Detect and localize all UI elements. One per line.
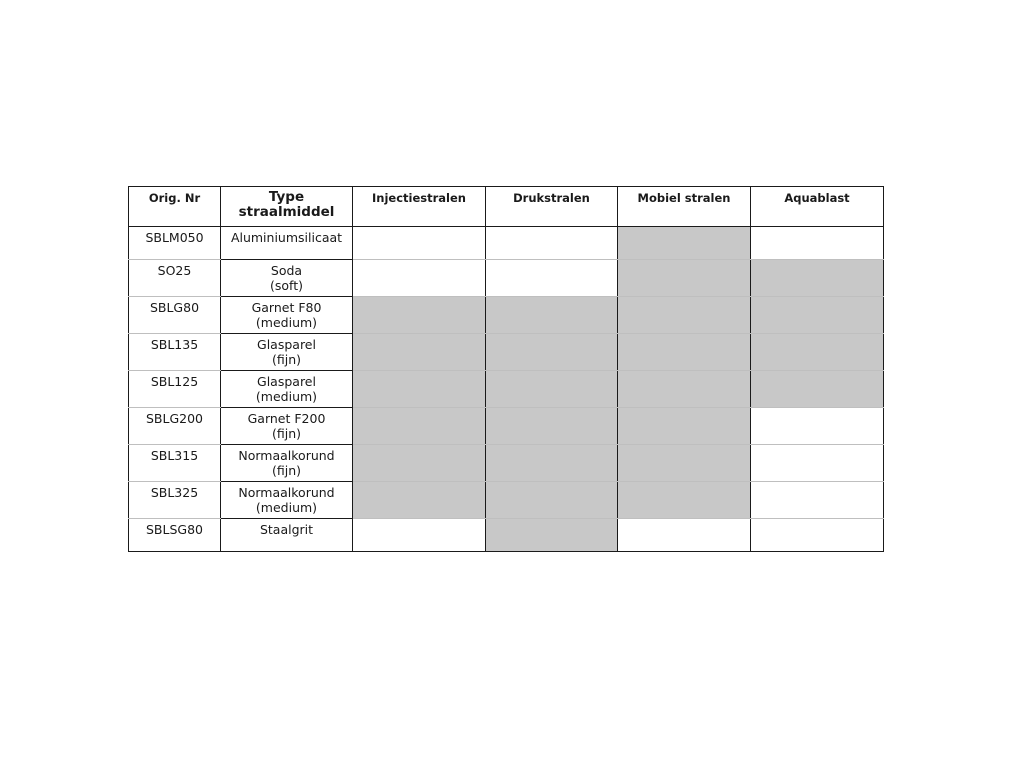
media-name: Soda — [270, 263, 303, 278]
applicability-cell-injectiestralen — [353, 519, 486, 552]
media-name: Garnet F200 — [247, 411, 326, 426]
header-aquablast: Aquablast — [751, 187, 884, 227]
applicability-cell-drukstralen — [486, 519, 618, 552]
applicability-cell-mobiel-stralen — [618, 334, 751, 371]
applicability-cell-drukstralen — [486, 371, 618, 408]
applicability-cell-mobiel-stralen — [618, 519, 751, 552]
table-body — [129, 227, 884, 552]
media-grade: (fijn) — [271, 463, 302, 478]
orig-nr-cell: SBLM050 — [129, 227, 221, 260]
table-row — [129, 227, 884, 260]
orig-nr-cell: SBLG200 — [129, 408, 221, 445]
table-row — [129, 334, 884, 371]
applicability-cell-aquablast — [751, 408, 884, 445]
header-type-line1: Type — [268, 189, 305, 205]
media-grade: (fijn) — [271, 352, 302, 367]
applicability-cell-aquablast — [751, 445, 884, 482]
media-type-cell — [221, 371, 353, 408]
applicability-cell-injectiestralen — [353, 482, 486, 519]
media-name: Aluminiumsilicaat — [230, 230, 343, 245]
table-row — [129, 297, 884, 334]
orig-nr-cell: SBL315 — [129, 445, 221, 482]
applicability-cell-injectiestralen — [353, 408, 486, 445]
table-row — [129, 408, 884, 445]
media-type-cell — [221, 297, 353, 334]
media-type-cell — [221, 408, 353, 445]
media-type-cell — [221, 482, 353, 519]
orig-nr-cell: SBLSG80 — [129, 519, 221, 552]
applicability-cell-drukstralen — [486, 297, 618, 334]
applicability-cell-aquablast — [751, 227, 884, 260]
applicability-cell-aquablast — [751, 482, 884, 519]
header-orig-nr: Orig. Nr — [129, 187, 221, 227]
media-name: Glasparel — [257, 337, 316, 352]
applicability-cell-injectiestralen — [353, 297, 486, 334]
applicability-cell-drukstralen — [486, 482, 618, 519]
applicability-cell-aquablast — [751, 371, 884, 408]
table-row — [129, 519, 884, 552]
applicability-cell-aquablast — [751, 334, 884, 371]
media-grade: (soft) — [270, 278, 303, 293]
applicability-cell-injectiestralen — [353, 371, 486, 408]
media-grade: (medium) — [255, 500, 318, 515]
media-name: Glasparel — [257, 374, 316, 389]
applicability-cell-drukstralen — [486, 260, 618, 297]
orig-nr-cell: SBL125 — [129, 371, 221, 408]
header-row — [129, 187, 884, 227]
header-type-straalmiddel — [221, 187, 353, 227]
table-row — [129, 260, 884, 297]
applicability-cell-mobiel-stralen — [618, 227, 751, 260]
applicability-cell-drukstralen — [486, 408, 618, 445]
applicability-cell-mobiel-stralen — [618, 297, 751, 334]
media-type-cell — [221, 519, 353, 552]
media-name: Garnet F80 — [251, 300, 322, 315]
header-drukstralen: Drukstralen — [486, 187, 618, 227]
applicability-cell-mobiel-stralen — [618, 260, 751, 297]
applicability-cell-injectiestralen — [353, 334, 486, 371]
media-grade: (fijn) — [271, 426, 302, 441]
media-type-cell — [221, 445, 353, 482]
header-injectiestralen: Injectiestralen — [353, 187, 486, 227]
applicability-cell-drukstralen — [486, 227, 618, 260]
header-mobiel-stralen: Mobiel stralen — [618, 187, 751, 227]
applicability-cell-injectiestralen — [353, 227, 486, 260]
table-row — [129, 371, 884, 408]
media-type-cell — [221, 227, 353, 260]
applicability-cell-aquablast — [751, 297, 884, 334]
applicability-cell-aquablast — [751, 260, 884, 297]
media-name: Normaalkorund — [238, 485, 335, 500]
media-name: Staalgrit — [259, 522, 314, 537]
media-type-cell — [221, 260, 353, 297]
media-type-cell — [221, 334, 353, 371]
table-row — [129, 482, 884, 519]
applicability-cell-aquablast — [751, 519, 884, 552]
media-grade: (medium) — [255, 389, 318, 404]
applicability-cell-mobiel-stralen — [618, 445, 751, 482]
applicability-cell-drukstralen — [486, 334, 618, 371]
applicability-cell-mobiel-stralen — [618, 482, 751, 519]
media-name: Normaalkorund — [238, 448, 335, 463]
orig-nr-cell: SBL135 — [129, 334, 221, 371]
table-row — [129, 445, 884, 482]
applicability-cell-injectiestralen — [353, 260, 486, 297]
header-type-line2: straalmiddel — [238, 204, 335, 220]
orig-nr-cell: SO25 — [129, 260, 221, 297]
applicability-cell-drukstralen — [486, 445, 618, 482]
applicability-cell-injectiestralen — [353, 445, 486, 482]
blasting-media-table — [128, 186, 884, 552]
orig-nr-cell: SBLG80 — [129, 297, 221, 334]
applicability-cell-mobiel-stralen — [618, 371, 751, 408]
orig-nr-cell: SBL325 — [129, 482, 221, 519]
applicability-cell-mobiel-stralen — [618, 408, 751, 445]
media-grade: (medium) — [255, 315, 318, 330]
